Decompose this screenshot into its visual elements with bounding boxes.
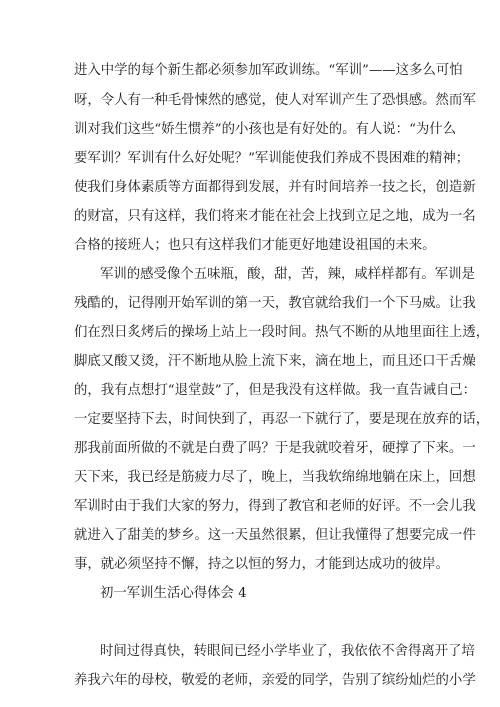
text-line: 呀，令人有一种毛骨悚然的感觉，使人对军训产生了恐惧感。然而军 — [74, 93, 476, 108]
text-line: 训对我们这些“娇生惯养”的小孩也是有好处的。有人说：“为什么 — [74, 122, 457, 137]
text-line: 养我六年的母校，敬爱的老师，亲爱的同学，告别了缤纷灿烂的小学 — [74, 673, 476, 688]
text-line: 军训时由于我们大家的努力，得到了教官和老师的好评。不一会儿我 — [74, 499, 476, 514]
text-line: 时间过得真快，转眼间已经小学毕业了，我依依不舍得离开了培 — [100, 644, 475, 659]
text-line: 使我们身体素质等方面都得到发展，并有时间培养一技之长，创造新 — [74, 180, 476, 195]
text-line: 军训的感受像个五味瓶，酸，甜，苦，辣，咸样样都有。军训是 — [100, 267, 475, 282]
text-line: 脚底又酸又烫，汗不断地从脸上流下来，滴在地上，而且还口干舌燥 — [74, 354, 476, 369]
text-line: 的，我有点想打“退堂鼓”了，但是我没有这样做。我一直告诫自己： — [74, 383, 477, 398]
text-line: 事，就必须坚持不懈，持之以恒的努力，才能到达成功的彼岸。 — [74, 557, 449, 572]
text-line: 合格的接班人；也只有这样我们才能更好地建设祖国的未来。 — [74, 238, 436, 253]
text-line: 残酷的，记得刚开始军训的第一天，教官就给我们一个下马威。让我 — [74, 296, 476, 311]
text-line: 那我前面所做的不就是白费了吗？于是我就咬着牙，硬撑了下来。一 — [74, 441, 476, 456]
text-line: 天下来，我已经是筋疲力尽了，晚上，当我软绵绵地躺在床上，回想 — [74, 470, 476, 485]
text-line: 要军训？军训有什么好处呢？”军训能使我们养成不畏困难的精神； — [74, 151, 470, 166]
text-line: 一定要坚持下去，时间快到了，再忍一下就行了，要是现在放弃的话， — [74, 412, 490, 427]
text-line: 就进入了甜美的梦乡。这一天虽然很累，但让我懂得了想要完成一件 — [74, 528, 476, 543]
section-title: 初一军训生活心得体会 4 — [100, 586, 247, 601]
text-line: 进入中学的每个新生都必须参加军政训练。“军训”——这多么可怕 — [74, 63, 463, 78]
text-line: 们在烈日炙烤后的操场上站上一段时间。热气不断的从地里面往上透， — [74, 325, 490, 340]
text-line: 的财富，只有这样，我们将来才能在社会上找到立足之地，成为一名 — [74, 209, 476, 224]
